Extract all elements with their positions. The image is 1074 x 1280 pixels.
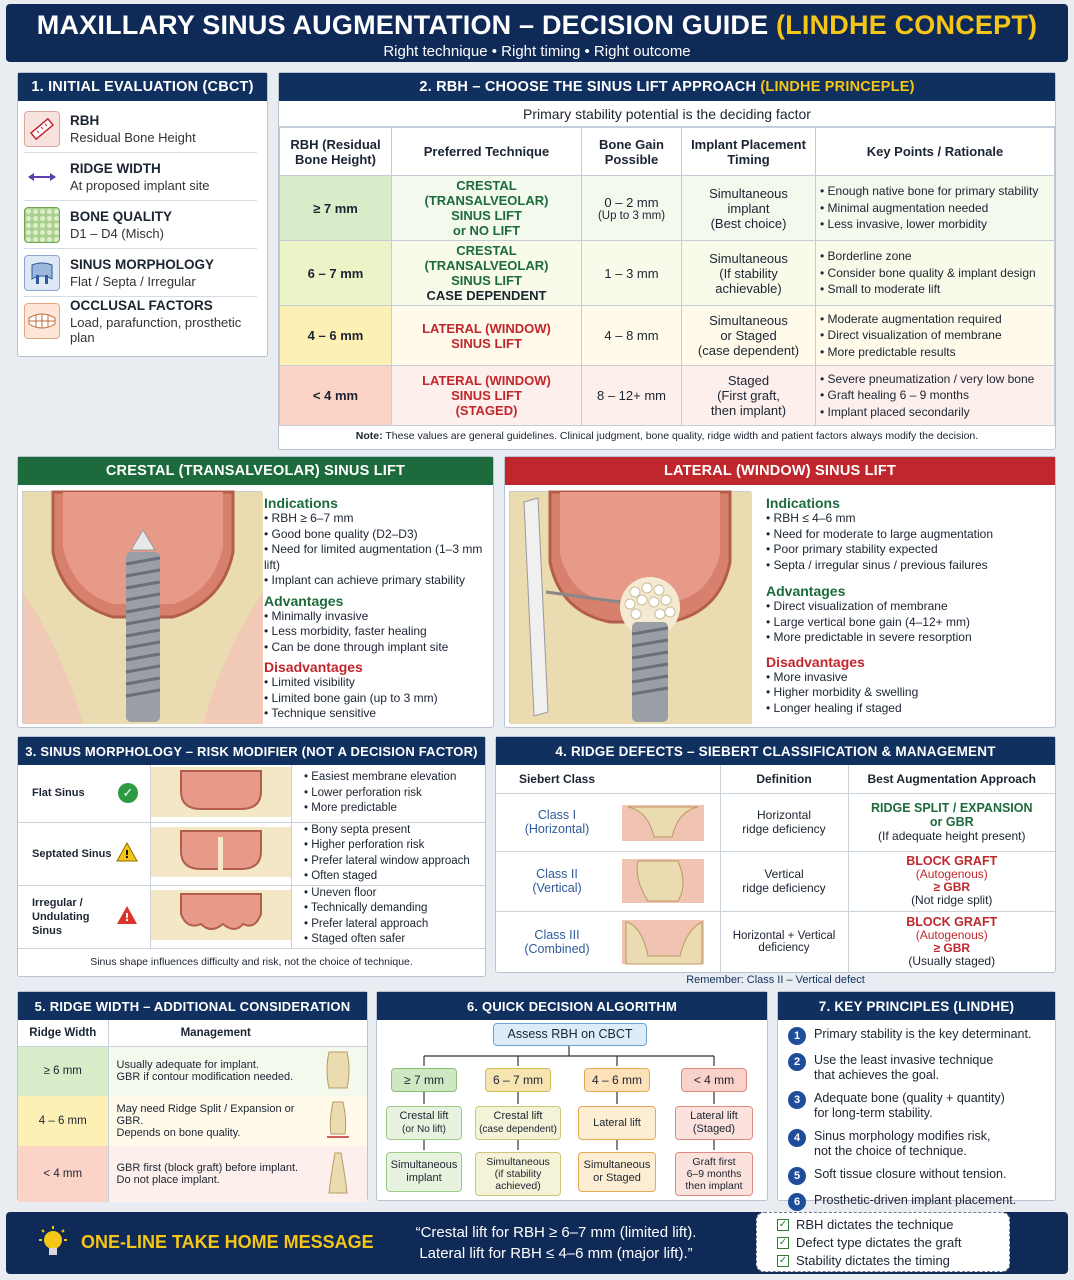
lateral-lift-title: LATERAL (WINDOW) SINUS LIFT: [505, 457, 1055, 485]
key-points-cell: • Borderline zone • Consider bone quality & implant design • Small to moderate lift: [816, 241, 1055, 306]
sinus-shape-cell: [151, 885, 292, 948]
decision-algorithm-title: 6. QUICK DECISION ALGORITHM: [377, 992, 767, 1020]
lateral-illustration: [509, 491, 751, 723]
width-value: ≥ 6 mm: [18, 1046, 108, 1096]
sinus-icon: [24, 255, 60, 291]
column-header: Ridge Width: [29, 1026, 97, 1039]
siebert-class: Class II (Vertical): [532, 867, 582, 895]
algo-timing-node: Simultaneous (if stability achieved): [475, 1152, 561, 1196]
sinus-morphology-panel: [17, 736, 486, 977]
evaluation-title: RBH: [70, 112, 100, 128]
column-header: Implant Placement Timing: [682, 128, 816, 176]
principle-item: 4 Sinus morphology modifies risk, not the choice of technique.: [788, 1129, 1047, 1159]
rbh-approach-panel: [278, 72, 1056, 450]
warning-icon: [116, 842, 138, 865]
defect-illustration: [618, 793, 720, 851]
siebert-footer: Remember: Class II – Vertical defect: [686, 974, 865, 986]
definition-cell: Horizontal ridge deficiency: [720, 793, 848, 851]
key-points-cell: • Moderate augmentation required • Direct visualization of membrane • More predictable results: [816, 306, 1055, 366]
rbh-value: < 4 mm: [280, 366, 392, 426]
evaluation-title: SINUS MORPHOLOGY: [70, 256, 215, 272]
page-header: [6, 4, 1068, 62]
principle-item: 2 Use the least invasive technique that achieves the goal.: [788, 1053, 1047, 1083]
key-points-cell: • Enough native bone for primary stability • Minimal augmentation needed • Less invasive, lower morbidity: [816, 176, 1055, 241]
checklist-item: ✓ RBH dictates the technique: [778, 1217, 954, 1232]
checkbox-icon: ✓: [778, 1237, 788, 1248]
definition-cell: Horizontal + Vertical deficiency: [720, 911, 848, 973]
width-value: 4 – 6 mm: [18, 1096, 108, 1146]
rbh-approach-title: 2. RBH – CHOOSE THE SINUS LIFT APPROACH (LINDHE PRINCEPLE): [279, 73, 1055, 101]
table-row: [18, 1096, 367, 1146]
algo-rbh-node: ≥ 7 mm: [391, 1068, 457, 1092]
number-badge: 6: [788, 1193, 806, 1211]
indications-list: • RBH ≤ 4–6 mm • Need for moderate to large augmentation • Poor primary stability expected • Septa / irregular sinus / previous failures: [766, 511, 1049, 573]
algo-timing-node: Graft first 6–9 months then implant: [675, 1152, 753, 1196]
lightbulb-icon: [36, 1226, 70, 1267]
key-points-cell: • Severe pneumatization / very low bone • Graft healing 6 – 9 months • Implant placed secondarily: [816, 366, 1055, 426]
algo-technique-node: Crestal lift (or No lift): [386, 1106, 462, 1140]
decision-algorithm-panel: [376, 991, 768, 1201]
column-header: Preferred Technique: [392, 128, 582, 176]
column-header: Bone Gain Possible: [582, 128, 682, 176]
page-title: MAXILLARY SINUS AUGMENTATION – DECISION GUIDE (LINDHE CONCEPT): [36, 10, 1038, 40]
alert-icon: [116, 905, 138, 928]
approach-cell: BLOCK GRAFT (Autogenous) ≥ GBR (Not ridge split): [848, 851, 1055, 911]
ridge-header-row: [18, 1020, 367, 1046]
timing-cell: Simultaneous or Staged (case dependent): [682, 306, 816, 366]
lateral-text: [766, 491, 1049, 716]
evaluation-desc: D1 – D4 (Misch): [70, 225, 164, 241]
evaluation-desc: At proposed implant site: [70, 177, 210, 193]
bone-gain-cell: 0 – 2 mm (Up to 3 mm): [582, 176, 682, 241]
column-header: Definition: [720, 765, 848, 793]
morph-name-cell: Irregular / Undulating Sinus !: [18, 885, 151, 948]
evaluation-item-sinus-morphology: [24, 249, 257, 297]
sinus-morphology-title: 3. SINUS MORPHOLOGY – RISK MODIFIER (NOT A DECISION FACTOR): [18, 737, 485, 765]
morph-points: • Easiest membrane elevation • Lower perforation risk • More predictable: [292, 765, 486, 822]
number-badge: 2: [788, 1053, 806, 1071]
crestal-lift-panel: [17, 456, 494, 728]
number-badge: 3: [788, 1091, 806, 1109]
bone-gain-cell: 4 – 8 mm: [582, 306, 682, 366]
siebert-header-row: [496, 765, 1055, 793]
crestal-illustration: [22, 491, 262, 723]
take-home-label: ONE-LINE TAKE HOME MESSAGE: [81, 1232, 374, 1252]
ridge-width-panel: [17, 991, 368, 1201]
approach-cell: RIDGE SPLIT / EXPANSION or GBR (If adequate height present): [848, 793, 1055, 851]
checkbox-icon: ✓: [778, 1255, 788, 1266]
evaluation-desc: Residual Bone Height: [70, 129, 196, 145]
key-principles-title: 7. KEY PRINCIPLES (LINDHE): [778, 992, 1055, 1020]
table-row: [18, 1146, 367, 1202]
technique-cell: LATERAL (WINDOW) SINUS LIFT: [392, 306, 582, 366]
principle-item: 3 Adequate bone (quality + quantity) for long-term stability.: [788, 1091, 1047, 1121]
siebert-table: [496, 765, 1055, 973]
technique-cell: CRESTAL (TRANSALVEOLAR) SINUS LIFT CASE DEPENDENT: [392, 241, 582, 306]
take-home-quote: “Crestal lift for RBH ≥ 6–7 mm (limited lift). Lateral lift for RBH ≤ 4–6 mm (major lift).”: [415, 1224, 697, 1262]
rbh-value: ≥ 7 mm: [280, 176, 392, 241]
evaluation-item-rbh: [24, 105, 257, 153]
table-row: [496, 851, 1055, 911]
number-badge: 5: [788, 1167, 806, 1185]
algo-technique-node: Lateral lift (Staged): [675, 1106, 753, 1140]
initial-evaluation-panel: [17, 72, 268, 357]
advantages-heading: Advantages: [766, 583, 846, 599]
ruler-icon: [24, 111, 60, 147]
evaluation-title: BONE QUALITY: [70, 208, 173, 224]
table-row: [18, 765, 485, 822]
morph-points: • Bony septa present • Higher perforation risk • Prefer lateral window approach • Often staged: [292, 822, 486, 885]
morph-name-cell: Flat Sinus ✓: [18, 765, 151, 822]
evaluation-item-occlusal-factors: [24, 297, 257, 345]
timing-cell: Simultaneous implant (Best choice): [682, 176, 816, 241]
definition-cell: Vertical ridge deficiency: [720, 851, 848, 911]
evaluation-item-bone-quality: [24, 201, 257, 249]
ridge-width-title: 5. RIDGE WIDTH – ADDITIONAL CONSIDERATION: [18, 992, 367, 1020]
column-header: Key Points / Rationale: [816, 128, 1055, 176]
key-principles-panel: [777, 991, 1056, 1208]
indications-heading: Indications: [264, 495, 338, 511]
number-badge: 4: [788, 1129, 806, 1147]
management-cell: GBR first (block graft) before implant. Do not place implant.: [108, 1146, 323, 1202]
ridge-shape-icon: [323, 1096, 367, 1146]
table-row: [496, 911, 1055, 973]
algorithm-root: Assess RBH on CBCT: [493, 1023, 647, 1046]
crestal-text: [264, 491, 487, 722]
teeth-icon: [24, 303, 60, 339]
column-header: Best Augmentation Approach: [848, 765, 1055, 793]
ridge-shape-icon: [323, 1146, 367, 1202]
morphology-table: [18, 765, 485, 949]
siebert-class: Class III (Combined): [524, 928, 590, 957]
algo-technique-node: Crestal lift (case dependent): [475, 1106, 561, 1140]
algo-timing-node: Simultaneous implant: [386, 1152, 462, 1192]
principles-list: [778, 1020, 1055, 1211]
algo-timing-node: Simultaneous or Staged: [578, 1152, 656, 1192]
initial-evaluation-title: 1. INITIAL EVALUATION (CBCT): [18, 73, 267, 101]
width-arrow-icon: [24, 159, 60, 195]
principle-item: 1 Primary stability is the key determinant.: [788, 1027, 1047, 1045]
defect-illustration: [618, 851, 720, 911]
rbh-subtitle: Primary stability potential is the deciding factor: [279, 101, 1055, 127]
table-row: [18, 885, 485, 948]
ridge-width-table: [18, 1020, 367, 1202]
timing-cell: Simultaneous (If stability achievable): [682, 241, 816, 306]
page-subtitle: Right technique • Right timing • Right outcome: [383, 43, 691, 60]
check-icon: ✓: [118, 783, 138, 803]
evaluation-item-ridge-width: [24, 153, 257, 201]
column-header: RBH (Residual Bone Height): [280, 128, 392, 176]
disadvantages-list: • More invasive • Higher morbidity & swelling • Longer healing if staged: [766, 670, 1049, 717]
algo-rbh-node: 4 – 6 mm: [584, 1068, 650, 1092]
take-home-checklist: [756, 1212, 1010, 1272]
table-row: [18, 1046, 367, 1096]
evaluation-desc: Flat / Septa / Irregular: [70, 273, 196, 289]
management-cell: May need Ridge Split / Expansion or GBR. Depends on bone quality.: [108, 1096, 323, 1146]
algo-technique-node: Lateral lift: [578, 1106, 656, 1140]
morphology-footer: Sinus shape influences difficulty and risk, not the choice of technique.: [90, 955, 413, 968]
table-row: [280, 176, 1055, 241]
column-header: Management: [108, 1020, 323, 1046]
number-badge: 1: [788, 1027, 806, 1045]
principle-item: 6 Prosthetic-driven implant placement.: [788, 1193, 1047, 1211]
table-row: [280, 241, 1055, 306]
table-row: [496, 793, 1055, 851]
siebert-class: Class I (Horizontal): [524, 808, 590, 836]
principle-item: 5 Soft tissue closure without tension.: [788, 1167, 1047, 1185]
morph-name-cell: Septated Sinus !: [18, 822, 151, 885]
technique-cell: LATERAL (WINDOW) SINUS LIFT (STAGED): [392, 366, 582, 426]
width-value: < 4 mm: [18, 1146, 108, 1202]
algo-rbh-node: 6 – 7 mm: [485, 1068, 551, 1092]
technique-cell: CRESTAL (TRANSALVEOLAR) SINUS LIFT or NO LIFT: [392, 176, 582, 241]
checkbox-icon: ✓: [778, 1219, 788, 1230]
advantages-heading: Advantages: [264, 592, 344, 609]
rbh-note: Note: These values are general guidelines. Clinical judgment, bone quality, ridge width and patient factors always modify the decision.: [355, 430, 979, 442]
management-cell: Usually adequate for implant. GBR if contour modification needed.: [108, 1046, 323, 1096]
take-home-banner: [6, 1212, 1068, 1274]
timing-cell: Staged (First graft, then implant): [682, 366, 816, 426]
approach-cell: BLOCK GRAFT (Autogenous) ≥ GBR (Usually staged): [848, 911, 1055, 973]
rbh-table: [279, 127, 1055, 426]
bone-gain-cell: 1 – 3 mm: [582, 241, 682, 306]
ridge-shape-icon: [323, 1046, 367, 1096]
siebert-panel: [495, 736, 1056, 973]
disadvantages-list: • Limited visibility • Limited bone gain (up to 3 mm) • Technique sensitive: [264, 675, 487, 722]
crestal-lift-title: CRESTAL (TRANSALVEOLAR) SINUS LIFT: [18, 457, 493, 485]
algo-rbh-node: < 4 mm: [681, 1068, 747, 1092]
rbh-value: 6 – 7 mm: [280, 241, 392, 306]
column-header: Siebert Class: [518, 771, 596, 786]
rbh-table-header: [280, 128, 1055, 176]
svg-text:!: !: [124, 848, 130, 861]
evaluation-title: RIDGE WIDTH: [70, 160, 161, 176]
siebert-title: 4. RIDGE DEFECTS – SIEBERT CLASSIFICATION & MANAGEMENT: [496, 737, 1055, 765]
disadvantages-heading: Disadvantages: [766, 653, 865, 670]
lateral-lift-panel: [504, 456, 1056, 728]
advantages-list: • Minimally invasive • Less morbidity, faster healing • Can be done through implant site: [264, 609, 487, 656]
bone-texture-icon: [24, 207, 60, 243]
svg-text:!: !: [124, 911, 130, 924]
morph-points: • Uneven floor • Technically demanding • Prefer lateral approach • Staged often safer: [292, 885, 486, 948]
defect-illustration: [618, 911, 720, 973]
advantages-list: • Direct visualization of membrane • Large vertical bone gain (4–12+ mm) • More predictable in severe resorption: [766, 599, 1049, 646]
table-row: [280, 366, 1055, 426]
checklist-item: ✓ Stability dictates the timing: [778, 1253, 950, 1268]
bone-gain-cell: 8 – 12+ mm: [582, 366, 682, 426]
disadvantages-heading: Disadvantages: [264, 659, 363, 675]
evaluation-desc: Load, parafunction, prosthetic plan: [70, 314, 242, 345]
checklist-item: ✓ Defect type dictates the graft: [778, 1235, 962, 1250]
indications-heading: Indications: [766, 495, 840, 511]
sinus-shape-cell: [151, 822, 292, 885]
sinus-shape-cell: [151, 765, 292, 822]
indications-list: • RBH ≥ 6–7 mm • Good bone quality (D2–D3) • Need for limited augmentation (1–3 mm lift) • Implant can achieve primary stability: [264, 511, 487, 589]
table-row: [18, 822, 485, 885]
table-row: [280, 306, 1055, 366]
rbh-value: 4 – 6 mm: [280, 306, 392, 366]
evaluation-title: OCCLUSAL FACTORS: [70, 297, 213, 313]
